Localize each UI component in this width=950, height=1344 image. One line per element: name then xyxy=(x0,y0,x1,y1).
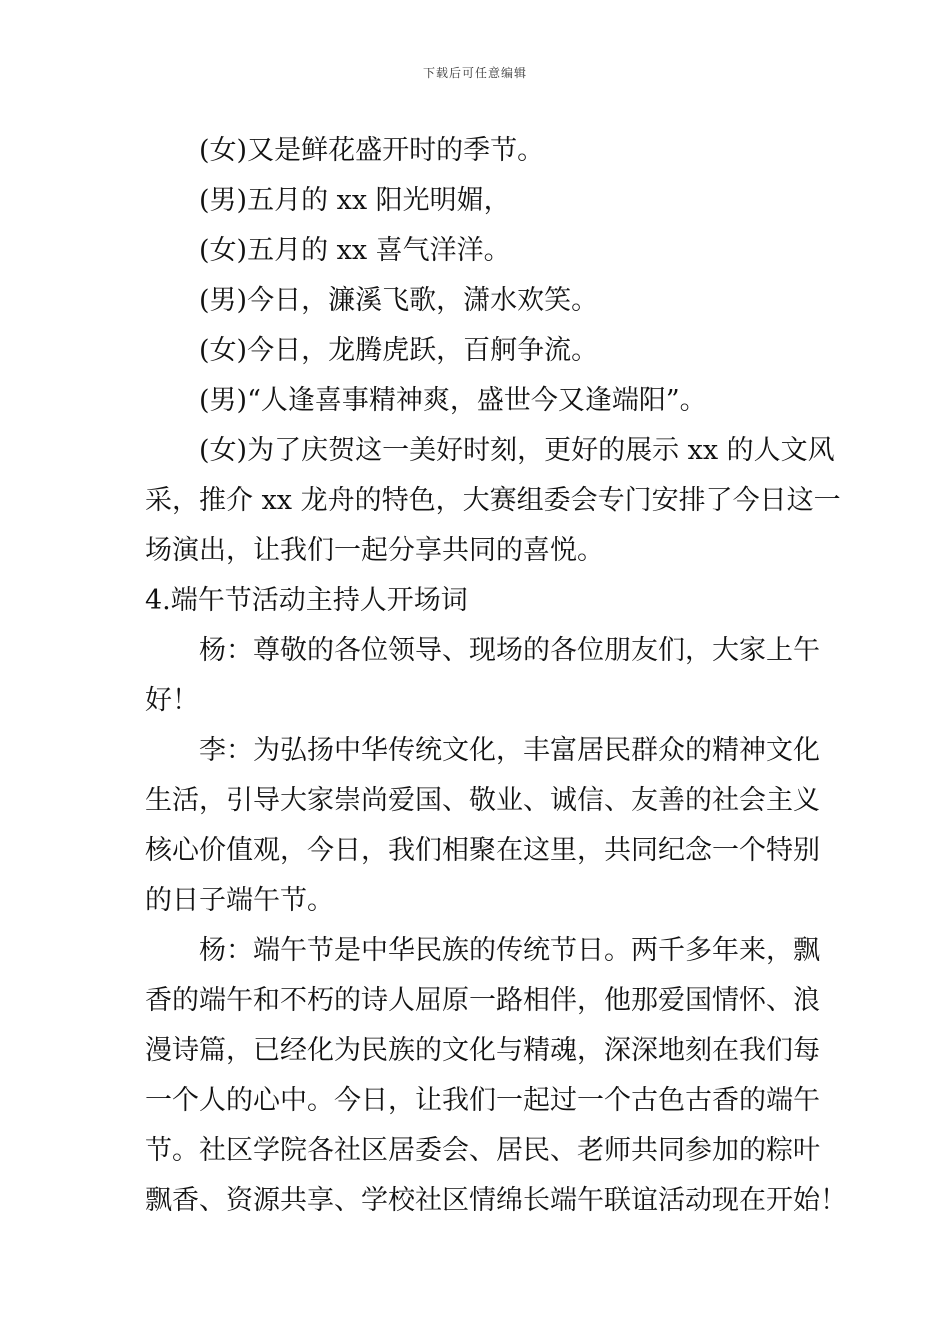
text-line: (男)五月的 xx 阳光明媚， xyxy=(199,185,511,216)
dialogue-paragraph xyxy=(145,376,810,426)
dialogue-paragraph xyxy=(145,176,810,226)
dialogue-paragraph xyxy=(145,426,841,576)
text-line: 的日子端午节。 xyxy=(145,885,334,916)
section-heading xyxy=(145,576,810,626)
text-line: 香的端午和不朽的诗人屈原一路相伴，他那爱国情怀、浪 xyxy=(145,985,820,1016)
text-line: 采，推介 xx 龙舟的特色，大赛组委会专门安排了今日这一 xyxy=(145,485,841,516)
text-line: 飘香、资源共享、学校社区情绵长端午联谊活动现在开始！ xyxy=(145,1185,847,1216)
text-line: 好！ xyxy=(145,685,199,716)
dialogue-paragraph xyxy=(145,326,810,376)
text-line: 李：为弘扬中华传统文化，丰富居民群众的精神文化 xyxy=(199,735,820,766)
text-line: 漫诗篇，已经化为民族的文化与精魂，深深地刻在我们每 xyxy=(145,1035,820,1066)
text-line: (女)五月的 xx 喜气洋洋。 xyxy=(199,235,511,266)
text-line: (女)又是鲜花盛开时的季节。 xyxy=(199,135,545,166)
text-line: 杨：尊敬的各位领导、现场的各位朋友们，大家上午 xyxy=(199,635,820,666)
speech-paragraph xyxy=(145,726,820,926)
speech-paragraph xyxy=(145,626,820,726)
dialogue-paragraph xyxy=(145,276,810,326)
text-line: 场演出，让我们一起分享共同的喜悦。 xyxy=(145,535,604,566)
text-line: (男)“人逢喜事精神爽，盛世今又逢端阳”。 xyxy=(199,385,707,416)
dialogue-paragraph xyxy=(145,126,810,176)
speech-paragraph xyxy=(145,926,847,1226)
text-line: 杨：端午节是中华民族的传统节日。两千多年来，飘 xyxy=(199,935,820,966)
text-line: 核心价值观，今日，我们相聚在这里，共同纪念一个特别 xyxy=(145,835,820,866)
text-line: (女)为了庆贺这一美好时刻，更好的展示 xx 的人文风 xyxy=(199,435,835,466)
text-line: 节。社区学院各社区居委会、居民、老师共同参加的粽叶 xyxy=(145,1135,820,1166)
text-line: 生活，引导大家崇尚爱国、敬业、诚信、友善的社会主义 xyxy=(145,785,820,816)
page-header-note: 下载后可任意编辑 xyxy=(422,66,527,80)
text-line: (男)今日，濂溪飞歌，潇水欢笑。 xyxy=(199,285,599,316)
text-line: 一个人的心中。今日，让我们一起过一个古色古香的端午 xyxy=(145,1085,820,1116)
text-line: (女)今日，龙腾虎跃，百舸争流。 xyxy=(199,335,599,366)
text-line: 4.端午节活动主持人开场词 xyxy=(145,585,468,616)
dialogue-paragraph xyxy=(145,226,810,276)
document-body xyxy=(145,126,847,1226)
